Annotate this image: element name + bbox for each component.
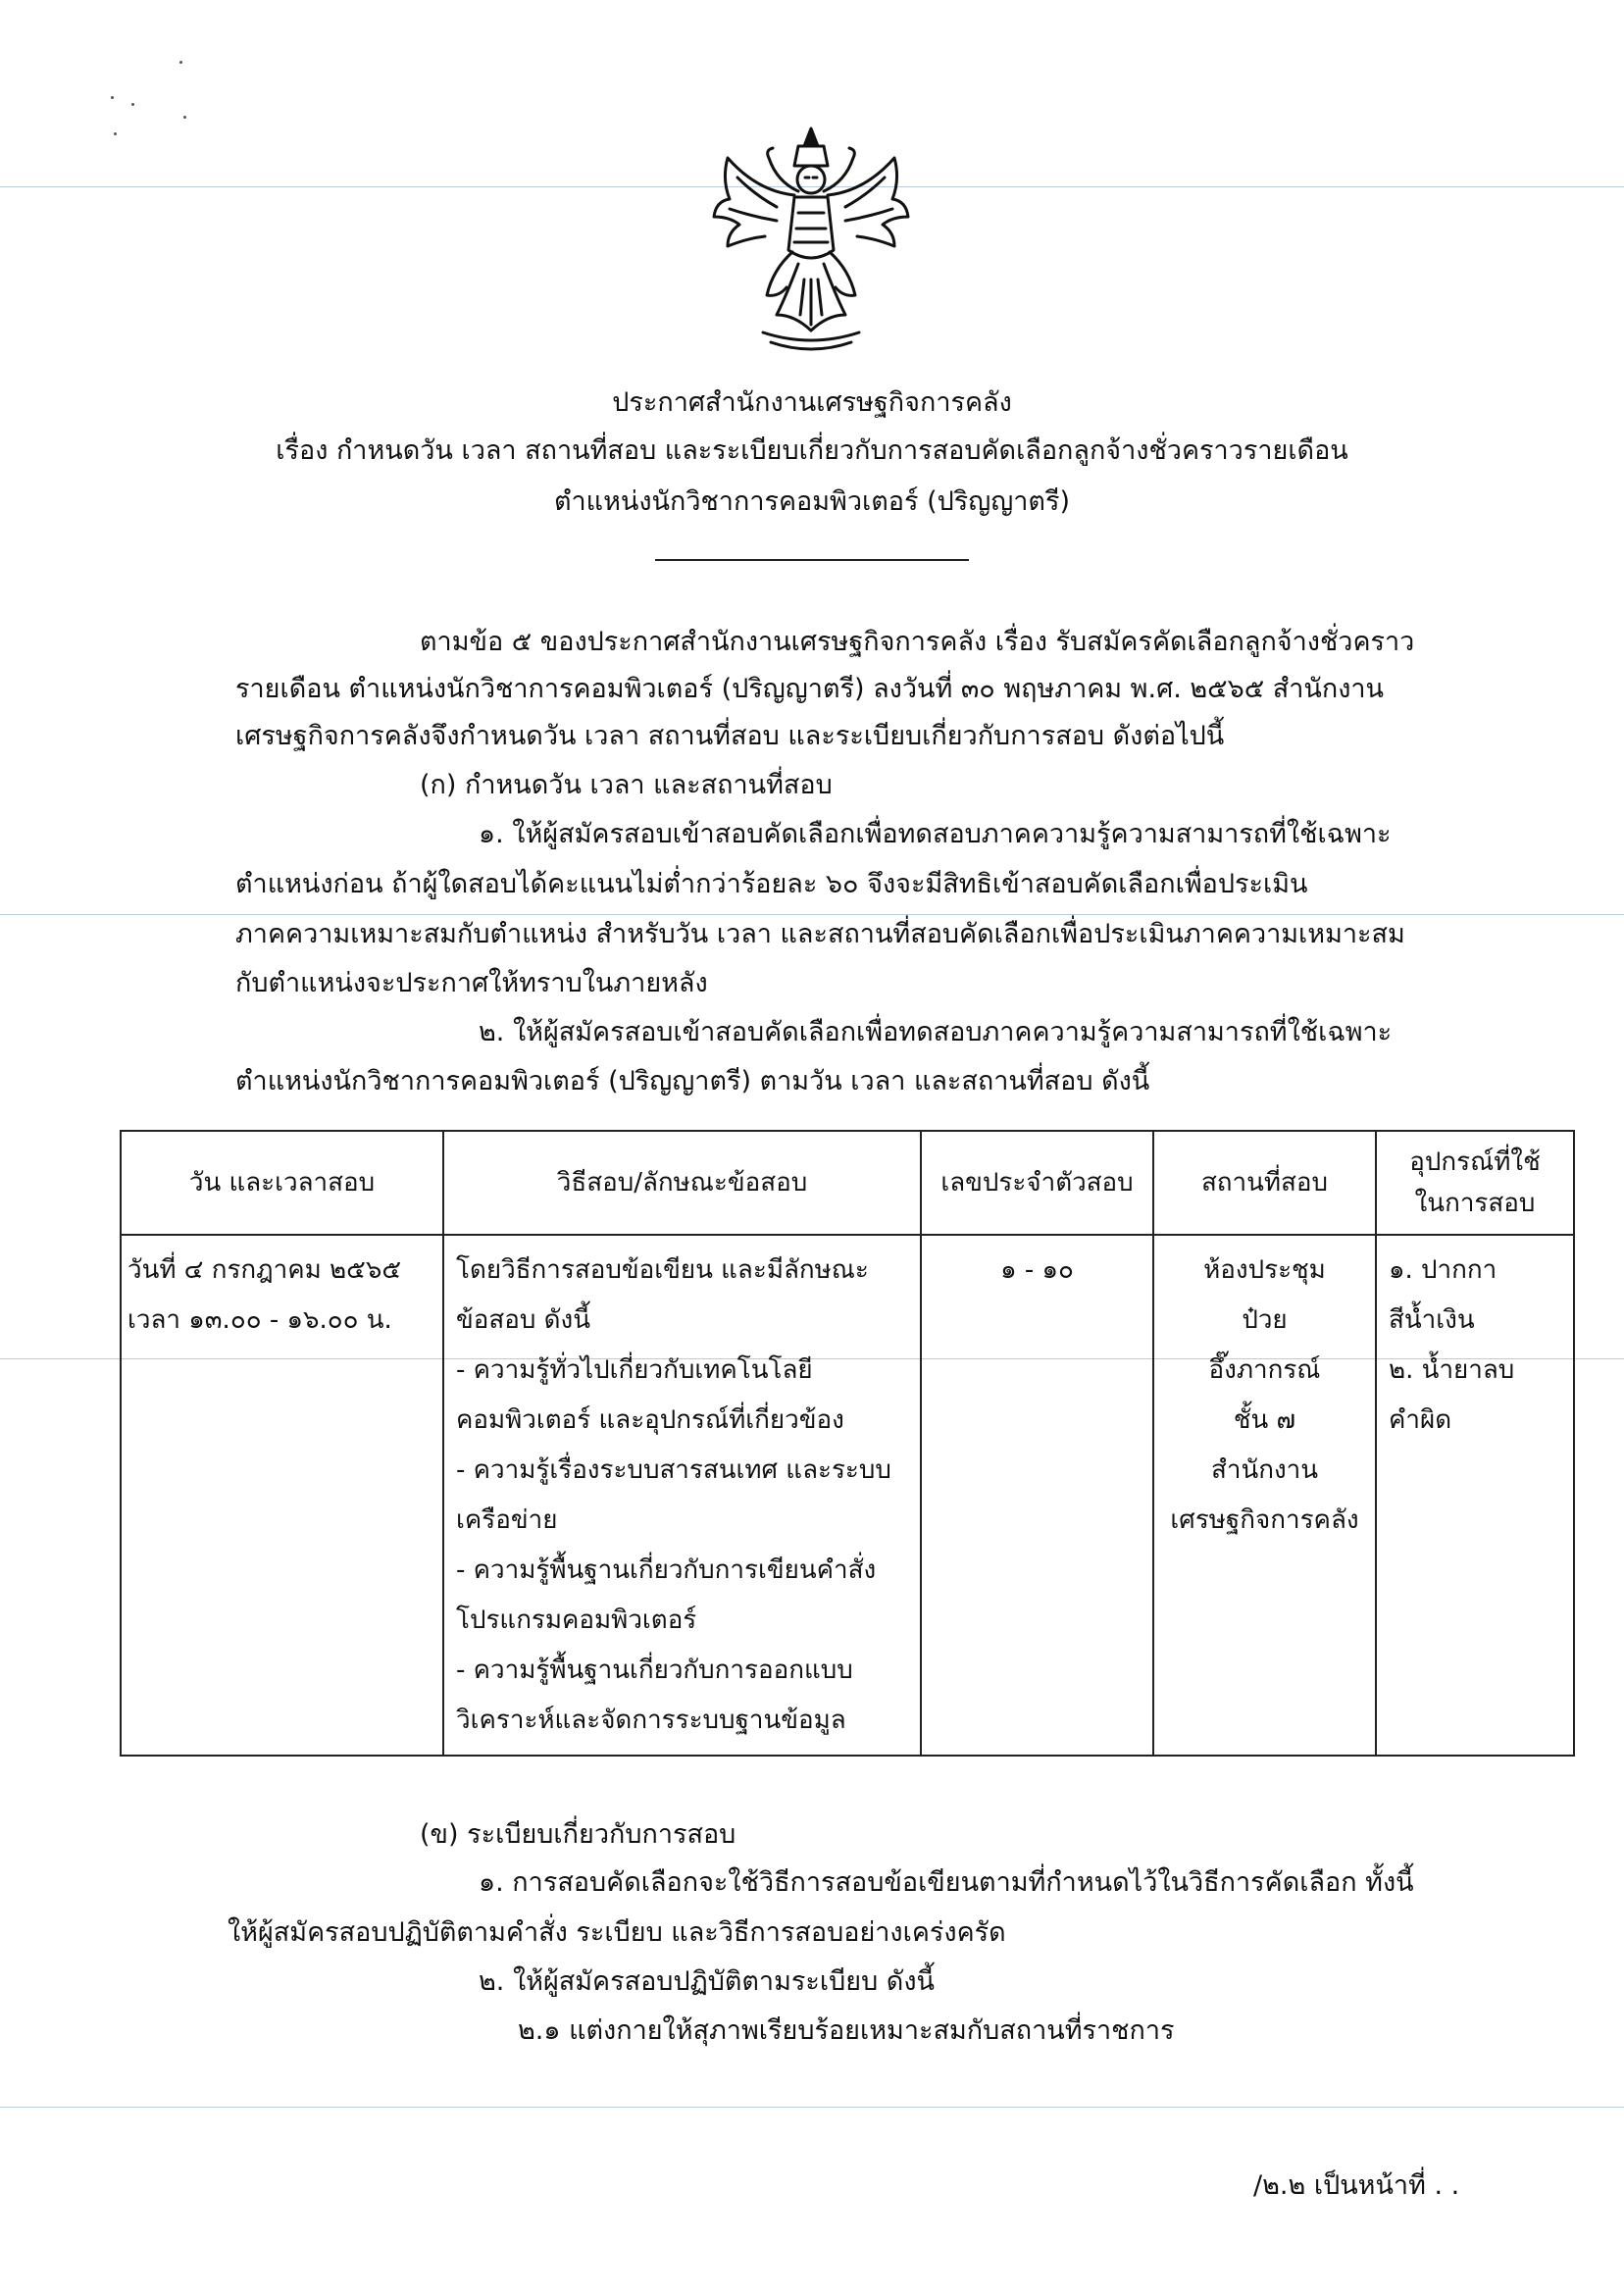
section-a-item1-line: ๑. ให้ผู้สมัครสอบเข้าสอบคัดเลือกเพื่อทดสอบภาคความรู้ความสามารถที่ใช้เฉพาะ (479, 819, 1392, 849)
section-a-item2-line: ๒. ให้ผู้สมัครสอบเข้าสอบคัดเลือกเพื่อทดสอบภาคความรู้ความสามารถที่ใช้เฉพาะ (479, 1017, 1393, 1047)
equipment-line: ๒. น้ำยาลบ (1389, 1355, 1515, 1385)
method-line: - ความรู้ทั่วไปเกี่ยวกับเทคโนโลยี (456, 1355, 813, 1385)
announcement-title: ประกาศสำนักงานเศรษฐกิจการคลัง (612, 387, 1012, 418)
header-equipment-line: ในการสอบ (1414, 1189, 1536, 1218)
scan-speck (114, 132, 117, 135)
heading-divider (655, 559, 969, 561)
intro-line: ตามข้อ ๕ ของประกาศสำนักงานเศรษฐกิจการคลัง เรื่อง รับสมัครคัดเลือกลูกจ้างชั่วคราว (420, 627, 1415, 657)
method-line: - ความรู้เรื่องระบบสารสนเทศ และระบบ (456, 1455, 891, 1485)
page-continuation: /๒.๒ เป็นหน้าที่ . . (1253, 2170, 1460, 2201)
method-line: โดยวิธีการสอบข้อเขียน และมีลักษณะ (456, 1255, 869, 1285)
intro-line: รายเดือน ตำแหน่งนักวิชาการคอมพิวเตอร์ (ปริญญาตรี) ลงวันที่ ๓๐ พฤษภาคม พ.ศ. ๒๕๖๕ สำนักงาน (235, 674, 1385, 704)
section-a-item1-line: ภาคความเหมาะสมกับตำแหน่ง สำหรับวัน เวลา และสถานที่สอบคัดเลือกเพื่อประเมินภาคความเหมาะสม (235, 919, 1405, 949)
section-a-item2-line: ตำแหน่งนักวิชาการคอมพิวเตอร์ (ปริญญาตรี) ตามวัน เวลา และสถานที่สอบ ดังนี้ (235, 1066, 1150, 1096)
location-line: เศรษฐกิจการคลัง (1170, 1505, 1359, 1535)
section-b-item1-line: ให้ผู้สมัครสอบปฏิบัติตามคำสั่ง ระเบียบ และวิธีการสอบอย่างเคร่งครัด (228, 1917, 1006, 1948)
section-b-heading: (ข) ระเบียบเกี่ยวกับการสอบ (420, 1819, 736, 1850)
cell-date-time (121, 1235, 443, 1756)
announcement-subject: เรื่อง กำหนดวัน เวลา สถานที่สอบ และระเบียบเกี่ยวกับการสอบคัดเลือกลูกจ้างชั่วคราวรายเดือน (276, 435, 1348, 466)
exam-schedule-table (120, 1130, 1575, 1757)
equipment-line: สีน้ำเงิน (1389, 1305, 1475, 1335)
location-line: ชั้น ๗ (1233, 1405, 1296, 1435)
location-line: สำนักงาน (1210, 1455, 1319, 1485)
announcement-position: ตำแหน่งนักวิชาการคอมพิวเตอร์ (ปริญญาตรี) (553, 486, 1070, 517)
exam-date: วันที่ ๔ กรกฎาคม ๒๕๖๕ (127, 1255, 402, 1285)
section-b-item2: ๒. ให้ผู้สมัครสอบปฏิบัติตามระเบียบ ดังนี้ (479, 1966, 935, 1997)
location-line: ห้องประชุม (1203, 1255, 1326, 1285)
header-method: วิธีสอบ/ลักษณะข้อสอบ (443, 1131, 921, 1235)
method-line: ข้อสอบ ดังนี้ (456, 1305, 590, 1335)
table-row (121, 1235, 1574, 1756)
intro-line: เศรษฐกิจการคลังจึงกำหนดวัน เวลา สถานที่สอบ และระเบียบเกี่ยวกับการสอบ ดังต่อไปนี้ (235, 721, 1225, 751)
method-line: - ความรู้พื้นฐานเกี่ยวกับการออกแบบ (456, 1656, 853, 1685)
section-a-heading: (ก) กำหนดวัน เวลา และสถานที่สอบ (420, 770, 833, 800)
scan-speck (111, 96, 114, 99)
equipment-line: ๑. ปากกา (1389, 1255, 1497, 1285)
cell-location (1153, 1235, 1376, 1756)
header-equipment-line: อุปกรณ์ที่ใช้ (1409, 1147, 1541, 1177)
scan-guide-line (0, 2107, 1624, 2108)
garuda-emblem-icon (708, 123, 914, 358)
header-exam-id: เลขประจำตัวสอบ (921, 1131, 1153, 1235)
cell-exam-id (921, 1235, 1153, 1756)
header-date-time: วัน และเวลาสอบ (121, 1131, 443, 1235)
cell-equipment (1376, 1235, 1574, 1756)
section-a-item1-line: กับตำแหน่งจะประกาศให้ทราบในภายหลัง (235, 968, 708, 998)
section-a-item1-line: ตำแหน่งก่อน ถ้าผู้ใดสอบได้คะแนนไม่ต่ำกว่าร้อยละ ๖๐ จึงจะมีสิทธิเข้าสอบคัดเลือกเพื่อประเมิน (235, 869, 1308, 899)
location-line: อึ๊งภากรณ์ (1208, 1355, 1321, 1385)
section-b-item2-1: ๒.๑ แต่งกายให้สุภาพเรียบร้อยเหมาะสมกับสถานที่ราชการ (518, 2015, 1175, 2046)
scan-speck (183, 116, 186, 119)
scan-speck (179, 61, 182, 64)
cell-method (443, 1235, 921, 1756)
location-line: ป๋วย (1242, 1305, 1288, 1335)
equipment-line: คำผิด (1389, 1405, 1452, 1435)
method-line: - ความรู้พื้นฐานเกี่ยวกับการเขียนคำสั่ง (456, 1555, 877, 1585)
header-location: สถานที่สอบ (1153, 1131, 1376, 1235)
method-line: วิเคราะห์และจัดการระบบฐานข้อมูล (456, 1706, 846, 1735)
table-header-row (121, 1131, 1574, 1235)
method-line: คอมพิวเตอร์ และอุปกรณ์ที่เกี่ยวข้อง (456, 1405, 844, 1435)
scan-speck (131, 103, 134, 106)
section-b-item1-line: ๑. การสอบคัดเลือกจะใช้วิธีการสอบข้อเขียนตามที่กำหนดไว้ในวิธีการคัดเลือก ทั้งนี้ (479, 1867, 1414, 1898)
exam-time: เวลา ๑๓.๐๐ - ๑๖.๐๐ น. (127, 1305, 392, 1335)
method-line: เครือข่าย (456, 1505, 558, 1535)
method-line: โปรแกรมคอมพิวเตอร์ (456, 1605, 697, 1635)
exam-id-range: ๑ - ๑๐ (1000, 1255, 1074, 1285)
header-equipment (1376, 1131, 1574, 1235)
